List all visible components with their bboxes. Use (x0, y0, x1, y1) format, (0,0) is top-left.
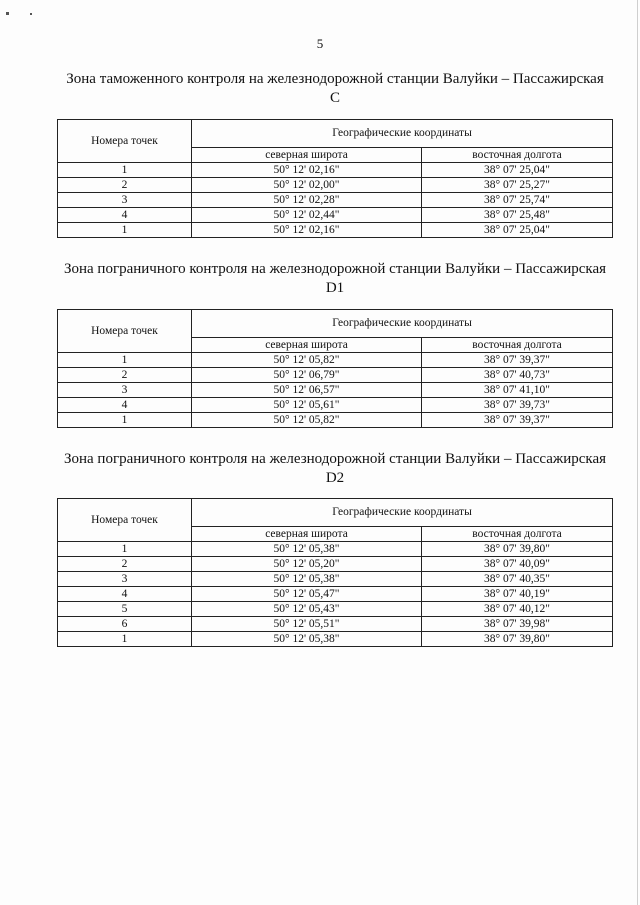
table-row (58, 617, 613, 632)
scan-edge (637, 0, 638, 905)
longitude: 38° 07' 39,80" (422, 632, 613, 647)
longitude: 38° 07' 41,10" (422, 383, 613, 398)
header-lon: восточная долгота (422, 148, 613, 163)
point-number: 2 (58, 178, 192, 193)
header-lon: восточная долгота (422, 527, 613, 542)
longitude: 38° 07' 25,04" (422, 163, 613, 178)
table-row (58, 398, 613, 413)
header-points: Номера точек (58, 499, 192, 542)
point-number: 3 (58, 572, 192, 587)
longitude: 38° 07' 40,73" (422, 368, 613, 383)
zone-code: D2 (325, 470, 345, 486)
table-row (58, 572, 613, 587)
latitude: 50° 12' 06,57" (192, 383, 422, 398)
table-row (58, 208, 613, 223)
point-number: 1 (58, 223, 192, 238)
point-number: 3 (58, 383, 192, 398)
table-row (58, 353, 613, 368)
table-row (58, 223, 613, 238)
header-geo: Географические координаты (192, 499, 613, 527)
longitude: 38° 07' 39,37" (422, 413, 613, 428)
coordinates-table-d1 (57, 309, 613, 428)
point-number: 6 (58, 617, 192, 632)
scan-mark (30, 13, 32, 15)
point-number: 4 (58, 398, 192, 413)
latitude: 50° 12' 02,16" (192, 163, 422, 178)
point-number: 1 (58, 413, 192, 428)
table-row (58, 587, 613, 602)
latitude: 50° 12' 02,28" (192, 193, 422, 208)
table-row (58, 542, 613, 557)
latitude: 50° 12' 05,82" (192, 413, 422, 428)
longitude: 38° 07' 40,35" (422, 572, 613, 587)
zone-code: C (329, 90, 340, 106)
zone-title-line: Зона пограничного контроля на железнодорожной станции Валуйки – Пассажирская (63, 451, 607, 467)
table-row (58, 602, 613, 617)
point-number: 1 (58, 632, 192, 647)
header-points: Номера точек (58, 120, 192, 163)
longitude: 38° 07' 39,98" (422, 617, 613, 632)
latitude: 50° 12' 05,51" (192, 617, 422, 632)
point-number: 1 (58, 163, 192, 178)
point-number: 2 (58, 368, 192, 383)
zone-title-c (40, 70, 630, 108)
longitude: 38° 07' 25,27" (422, 178, 613, 193)
header-lat: северная широта (192, 148, 422, 163)
zone-code: D1 (325, 280, 345, 296)
longitude: 38° 07' 40,09" (422, 557, 613, 572)
latitude: 50° 12' 05,20" (192, 557, 422, 572)
table-row (58, 368, 613, 383)
latitude: 50° 12' 05,38" (192, 542, 422, 557)
point-number: 4 (58, 587, 192, 602)
header-lat: северная широта (192, 338, 422, 353)
zone-title-line: Зона пограничного контроля на железнодорожной станции Валуйки – Пассажирская (63, 261, 607, 277)
scan-mark (6, 12, 9, 15)
header-points: Номера точек (58, 310, 192, 353)
header-geo: Географические координаты (192, 310, 613, 338)
table-row (58, 163, 613, 178)
table-row (58, 557, 613, 572)
longitude: 38° 07' 40,19" (422, 587, 613, 602)
point-number: 1 (58, 542, 192, 557)
latitude: 50° 12' 06,79" (192, 368, 422, 383)
header-geo: Географические координаты (192, 120, 613, 148)
longitude: 38° 07' 25,48" (422, 208, 613, 223)
table-row (58, 632, 613, 647)
table-row (58, 413, 613, 428)
point-number: 2 (58, 557, 192, 572)
latitude: 50° 12' 05,47" (192, 587, 422, 602)
coordinates-table-d2 (57, 498, 613, 647)
coordinates-table-c (57, 119, 613, 238)
table-row (58, 383, 613, 398)
table-row (58, 193, 613, 208)
latitude: 50° 12' 05,38" (192, 632, 422, 647)
table-row (58, 178, 613, 193)
zone-title-d2 (40, 450, 630, 488)
point-number: 4 (58, 208, 192, 223)
longitude: 38° 07' 25,04" (422, 223, 613, 238)
latitude: 50° 12' 05,61" (192, 398, 422, 413)
longitude: 38° 07' 40,12" (422, 602, 613, 617)
latitude: 50° 12' 05,43" (192, 602, 422, 617)
point-number: 3 (58, 193, 192, 208)
zone-title-d1 (40, 260, 630, 298)
latitude: 50° 12' 02,16" (192, 223, 422, 238)
point-number: 1 (58, 353, 192, 368)
latitude: 50° 12' 05,38" (192, 572, 422, 587)
header-lon: восточная долгота (422, 338, 613, 353)
page-number: 5 (316, 36, 324, 51)
latitude: 50° 12' 02,00" (192, 178, 422, 193)
zone-title-line: Зона таможенного контроля на железнодорожной станции Валуйки – Пассажирская (66, 71, 604, 87)
longitude: 38° 07' 39,80" (422, 542, 613, 557)
latitude: 50° 12' 05,82" (192, 353, 422, 368)
point-number: 5 (58, 602, 192, 617)
longitude: 38° 07' 25,74" (422, 193, 613, 208)
longitude: 38° 07' 39,73" (422, 398, 613, 413)
latitude: 50° 12' 02,44" (192, 208, 422, 223)
header-lat: северная широта (192, 527, 422, 542)
longitude: 38° 07' 39,37" (422, 353, 613, 368)
